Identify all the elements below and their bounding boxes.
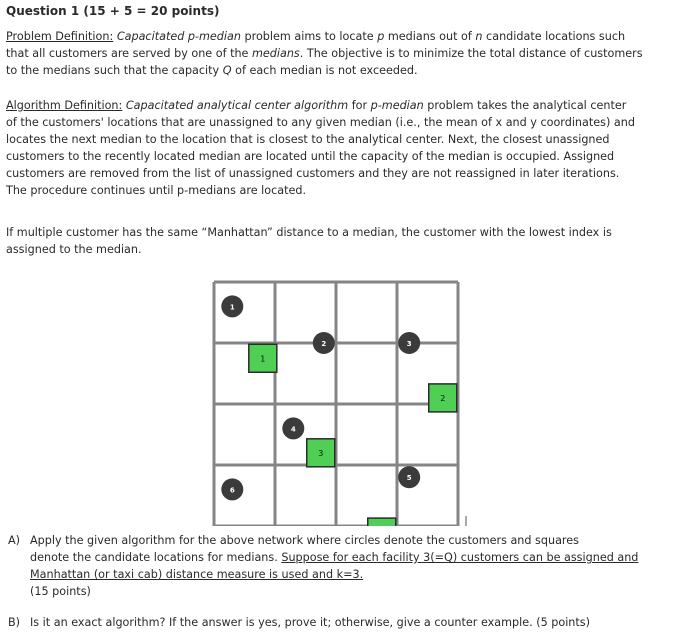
algorithm-definition: Algorithm Definition: Capacitated analytical center algorithm for p-median problem takes the analytical center of the customers' locations that are unassigned to any given median (i.e., the mean of x and y coordinates) and locates the next median to the location that is closest to the analytical center. Next, the closest unassigned customers to the recently located median are located until the capacity of the median is occupied. Assigned customers are removed from the list of unassigned customers and they are not reassigned in later iterations. The procedure continues until p-medians are located.: [6, 99, 635, 197]
algorithm-label: Algorithm Definition:: [6, 99, 123, 112]
part-a: A) Apply the given algorithm for the above network where circles denote the customers and squares denote the candidate locations for medians. Suppose for each facility 3(=Q) customers can be assigned and Manhattan (or taxi cab) distance measure is used and k=3. (15 points): [8, 534, 639, 598]
customer-label-6: 6: [229, 486, 235, 495]
part-b: B) Is it an exact algorithm? If the answer is yes, prove it; otherwise, give a counter example. (5 points): [8, 616, 590, 629]
candidate-label-2: 2: [440, 393, 446, 403]
problem-label: Problem Definition:: [6, 30, 114, 43]
network-grid: [200, 270, 480, 526]
part-b-label: B): [8, 616, 21, 629]
customer-label-3: 3: [406, 340, 412, 348]
customer-label-4: 4: [290, 425, 296, 434]
candidate-label-1: 1: [260, 354, 266, 364]
candidate-label-3: 3: [318, 448, 324, 458]
customer-label-2: 2: [321, 340, 327, 348]
candidate-square-4: [368, 518, 396, 526]
customer-label-5: 5: [406, 474, 412, 483]
question-title: Question 1 (15 + 5 = 20 points): [6, 4, 220, 18]
tie-rule: If multiple customer has the same “Manhattan” distance to a median, the customer with the lowest index is assigned to the median.: [6, 226, 612, 256]
customer-label-1: 1: [229, 303, 235, 312]
problem-definition: Problem Definition: Capacitated p-median problem aims to locate p medians out of n candidate locations such that all customers are served by one of the medians. The objective is to minimize the total distance of customers to the medians such that the capacity Q of each median is not exceeded.: [6, 30, 643, 77]
part-a-label: A): [8, 534, 21, 547]
